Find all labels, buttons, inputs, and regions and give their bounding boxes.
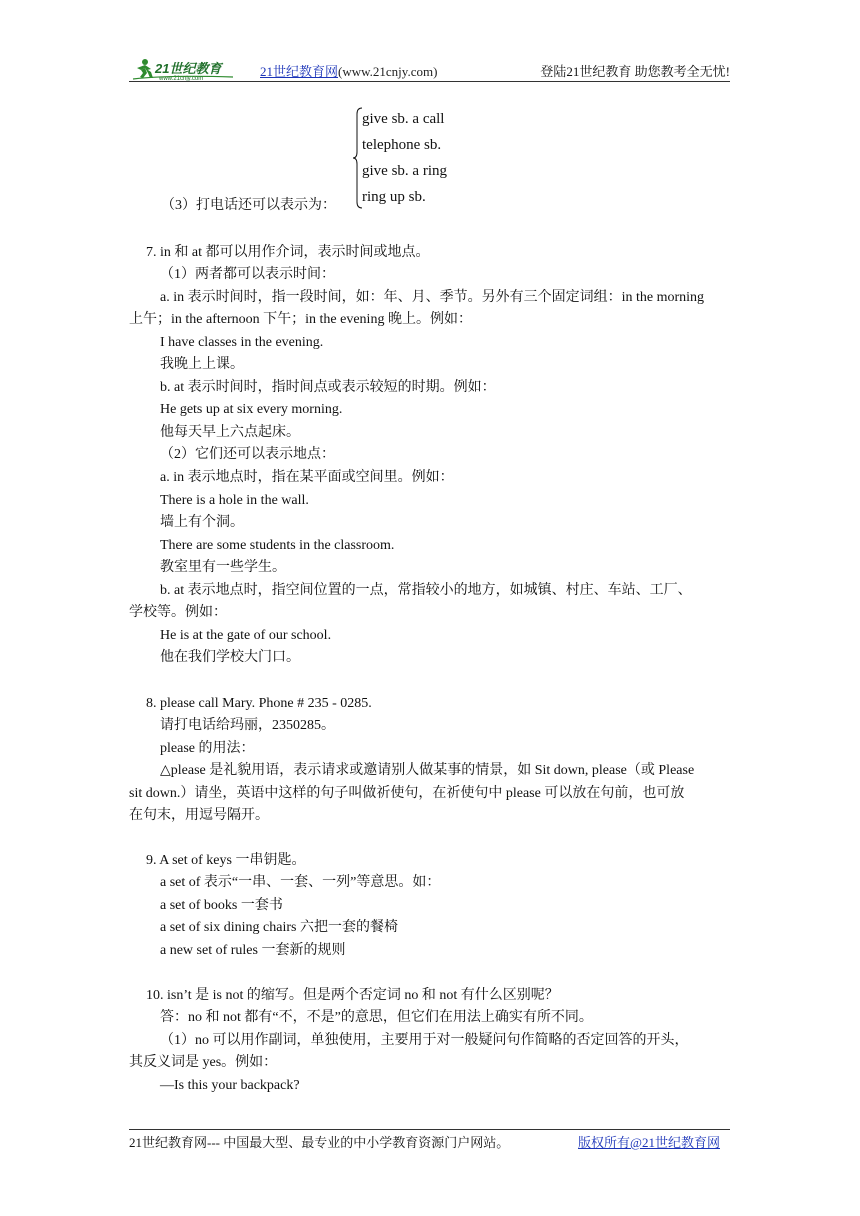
text-line: 学校等。例如： (129, 605, 227, 620)
header-slogan: 登陆21世纪教育 助您教考全无忧! (540, 64, 730, 79)
copyright-link[interactable]: 版权所有@21世纪教育网 (578, 1135, 720, 1150)
page-header (129, 56, 730, 84)
footer-copyright[interactable] (578, 1132, 720, 1151)
section-heading-7: 7. in 和 at 都可以用作介词，表示时间或地点。 (146, 245, 430, 260)
brace-item: ring up sb. (362, 189, 426, 205)
example-chinese: 墙上有个洞。 (160, 515, 244, 530)
text-line: （2）它们还可以表示地点： (160, 447, 335, 462)
example-chinese: 我晚上上课。 (160, 357, 244, 372)
section-heading-9: 9. A set of keys 一串钥匙。 (146, 853, 306, 868)
text-line: b. at 表示地点时，指空间位置的一点，常指较小的地方，如城镇、村庄、车站、工厂、 (160, 583, 692, 598)
section-heading-10: 10. isn’t 是 is not 的缩写。但是两个否定词 no 和 not 有什么区别呢？ (146, 988, 559, 1003)
example-english: He is at the gate of our school. (160, 628, 332, 643)
svg-text:21世纪教育: 21世纪教育 (155, 61, 222, 76)
example-english: I have classes in the evening. (160, 335, 324, 350)
footer-divider (129, 1129, 730, 1130)
text-line: 其反义词是 yes。例如： (129, 1055, 278, 1070)
text-line: a set of 表示“一串、一套、一列”等意思。如： (160, 875, 441, 890)
brace-item: telephone sb. (362, 137, 442, 153)
section-heading-8: 8. please call Mary. Phone # 235 - 0285. (146, 696, 372, 711)
example-english: —Is this your backpack? (160, 1078, 300, 1093)
text-line: a. in 表示时间时，指一段时间，如：年、月、季节。另外有三个固定词组：in the morning (160, 290, 705, 305)
example-chinese: 他在我们学校大门口。 (160, 650, 300, 665)
example-english: He gets up at six every morning. (160, 402, 343, 417)
header-site-link[interactable] (260, 61, 437, 80)
text-line: △please 是礼貌用语，表示请求或邀请别人做某事的情景，如 Sit down, please（或 Please (160, 763, 695, 778)
site-logo (129, 56, 239, 82)
site-url: (www.21cnjy.com) (338, 64, 438, 79)
example-chinese: 教室里有一些学生。 (160, 560, 286, 575)
svg-text:www.21cnjy.com: www.21cnjy.com (159, 76, 204, 82)
site-name-link[interactable]: 21世纪教育网 (260, 64, 339, 79)
text-line: 请打电话给玛丽，2350285。 (160, 718, 335, 733)
brace-intro: （3）打电话还可以表示为： (161, 198, 336, 213)
footer-text: 21世纪教育网--- 中国最大型、最专业的中小学教育资源门户网站。 (129, 1135, 510, 1150)
text-line: 在句末，用逗号隔开。 (129, 808, 269, 823)
text-line: 答：no 和 not 都有“不，不是”的意思，但它们在用法上确实有所不同。 (160, 1010, 593, 1025)
example-chinese: 他每天早上六点起床。 (160, 425, 300, 440)
header-divider (129, 81, 730, 82)
text-line: a. in 表示地点时，指在某平面或空间里。例如： (160, 470, 454, 485)
text-line: please 的用法： (160, 741, 255, 756)
text-line: b. at 表示时间时，指时间点或表示较短的时期。例如： (160, 380, 496, 395)
text-line: （1）两者都可以表示时间： (160, 267, 335, 282)
text-line: 上午；in the afternoon 下午；in the evening 晚上。例如： (129, 312, 472, 327)
example-english: a set of six dining chairs 六把一套的餐椅 (160, 920, 398, 935)
text-line: （1）no 可以用作副词，单独使用，主要用于对一般疑问句作简略的否定回答的开头， (160, 1033, 689, 1048)
example-english: There are some students in the classroom. (160, 538, 395, 553)
text-line: sit down.）请坐，英语中这样的句子叫做祈使句，在祈使句中 please 可以放在句前，也可放 (129, 786, 685, 801)
example-english: a set of books 一套书 (160, 898, 283, 913)
example-english: a new set of rules 一套新的规则 (160, 943, 346, 958)
example-english: There is a hole in the wall. (160, 493, 309, 508)
brace-item: give sb. a call (362, 111, 445, 127)
brace-item: give sb. a ring (362, 163, 447, 179)
